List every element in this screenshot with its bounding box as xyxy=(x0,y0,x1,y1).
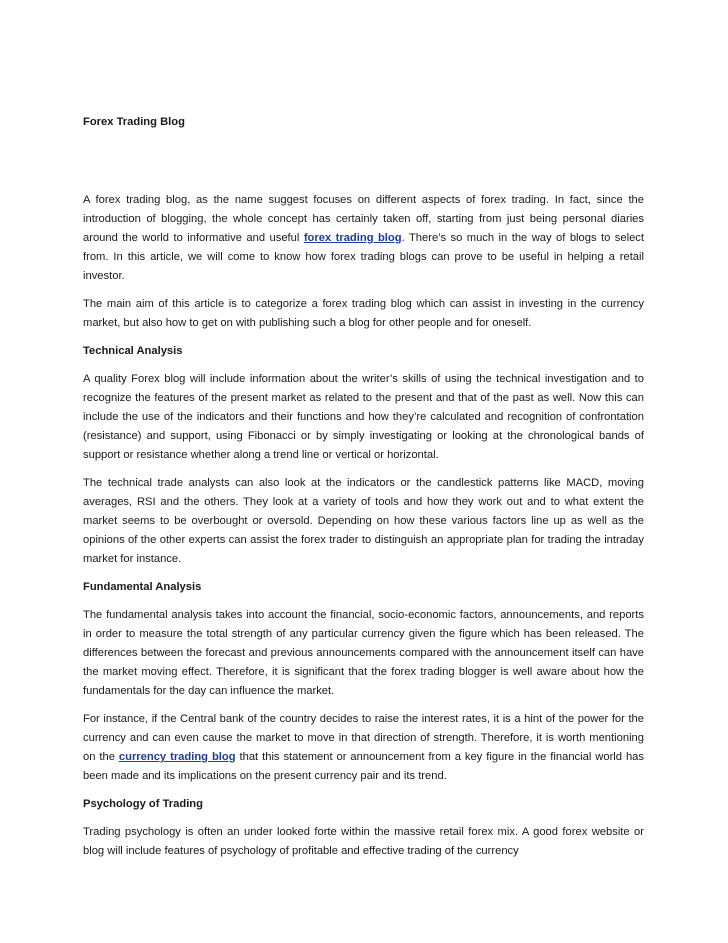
intro-text-end: . There’s so much in the way of blogs to select from. In this article, we will come to know how forex trading blogs can prove to be useful in helping a retail investor. xyxy=(83,232,645,282)
technical-paragraph-2: The technical trade analysts can also look at the indicators or the candlestick patterns like MACD, moving averages, RSI and the others. They look at a variety of tools and how they work out and to what extent the market seems to be overbought or oversold. Depending on how these various factors line up as well as the opinions of the other experts can assist the forex trader to distinguish an appropriate plan for trading the intraday market for instance. xyxy=(83,477,644,565)
psychology-paragraph-1: Trading psychology is often an under looked forte within the massive retail forex mix. A good forex website or blog will include features of psychology of profitable and effective trading of the currency xyxy=(83,826,644,857)
technical-paragraph-1: A quality Forex blog will include information about the writer’s skills of using the technical investigation and to recognize the features of the present market as related to the present and that of the past as well. Now this can include the use of the indicators and their functions and how they’re calculated and recognition of confrontation (resistance) and support, using Fibonacci or by simply investigating or looking at the chronological bands of support or resistance whether along a trend line or vertical or horizontal. xyxy=(83,373,644,461)
document-title: Forex Trading Blog xyxy=(83,116,185,128)
forex-trading-blog-link[interactable]: forex trading blog xyxy=(303,232,402,244)
intro-text-start: A forex trading blog, as the name suggest focuses on different aspects of forex trading. In fact, since the introduction of blogging, the whole concept has certainly taken off, starting from just being personal diaries around the world to informative and useful xyxy=(83,194,644,244)
fundamental-text-start: For instance, if the Central bank of the country decides to raise the interest rates, it is a hint of the power for the currency and can even cause the market to move in that direction of strength. Therefore, it is worth mentioning on the xyxy=(83,713,644,763)
heading-technical-analysis: Technical Analysis xyxy=(83,345,183,357)
intro-paragraph-1 xyxy=(83,191,644,286)
fundamental-paragraph-2 xyxy=(83,710,644,786)
fundamental-text-end: that this statement or announcement from a key figure in the financial world has been made and its implications on the present currency pair and its trend. xyxy=(83,751,645,782)
currency-trading-blog-link[interactable]: currency trading blog xyxy=(118,751,236,763)
title-spacer xyxy=(83,132,644,191)
document-body xyxy=(83,113,644,870)
heading-psychology-of-trading: Psychology of Trading xyxy=(83,798,203,810)
heading-fundamental-analysis: Fundamental Analysis xyxy=(83,581,202,593)
intro-paragraph-2: The main aim of this article is to categorize a forex trading blog which can assist in investing in the currency market, but also how to get on with publishing such a blog for other people and for oneself. xyxy=(83,298,644,329)
fundamental-paragraph-1: The fundamental analysis takes into account the financial, socio-economic factors, announcements, and reports in order to measure the total strength of any particular currency given the figure which has been released. The differences between the forecast and previous announcements compared with the announcement itself can have the market moving effect. Therefore, it is significant that the forex trading blogger is well aware about how the fundamentals for the day can influence the market. xyxy=(83,609,644,697)
